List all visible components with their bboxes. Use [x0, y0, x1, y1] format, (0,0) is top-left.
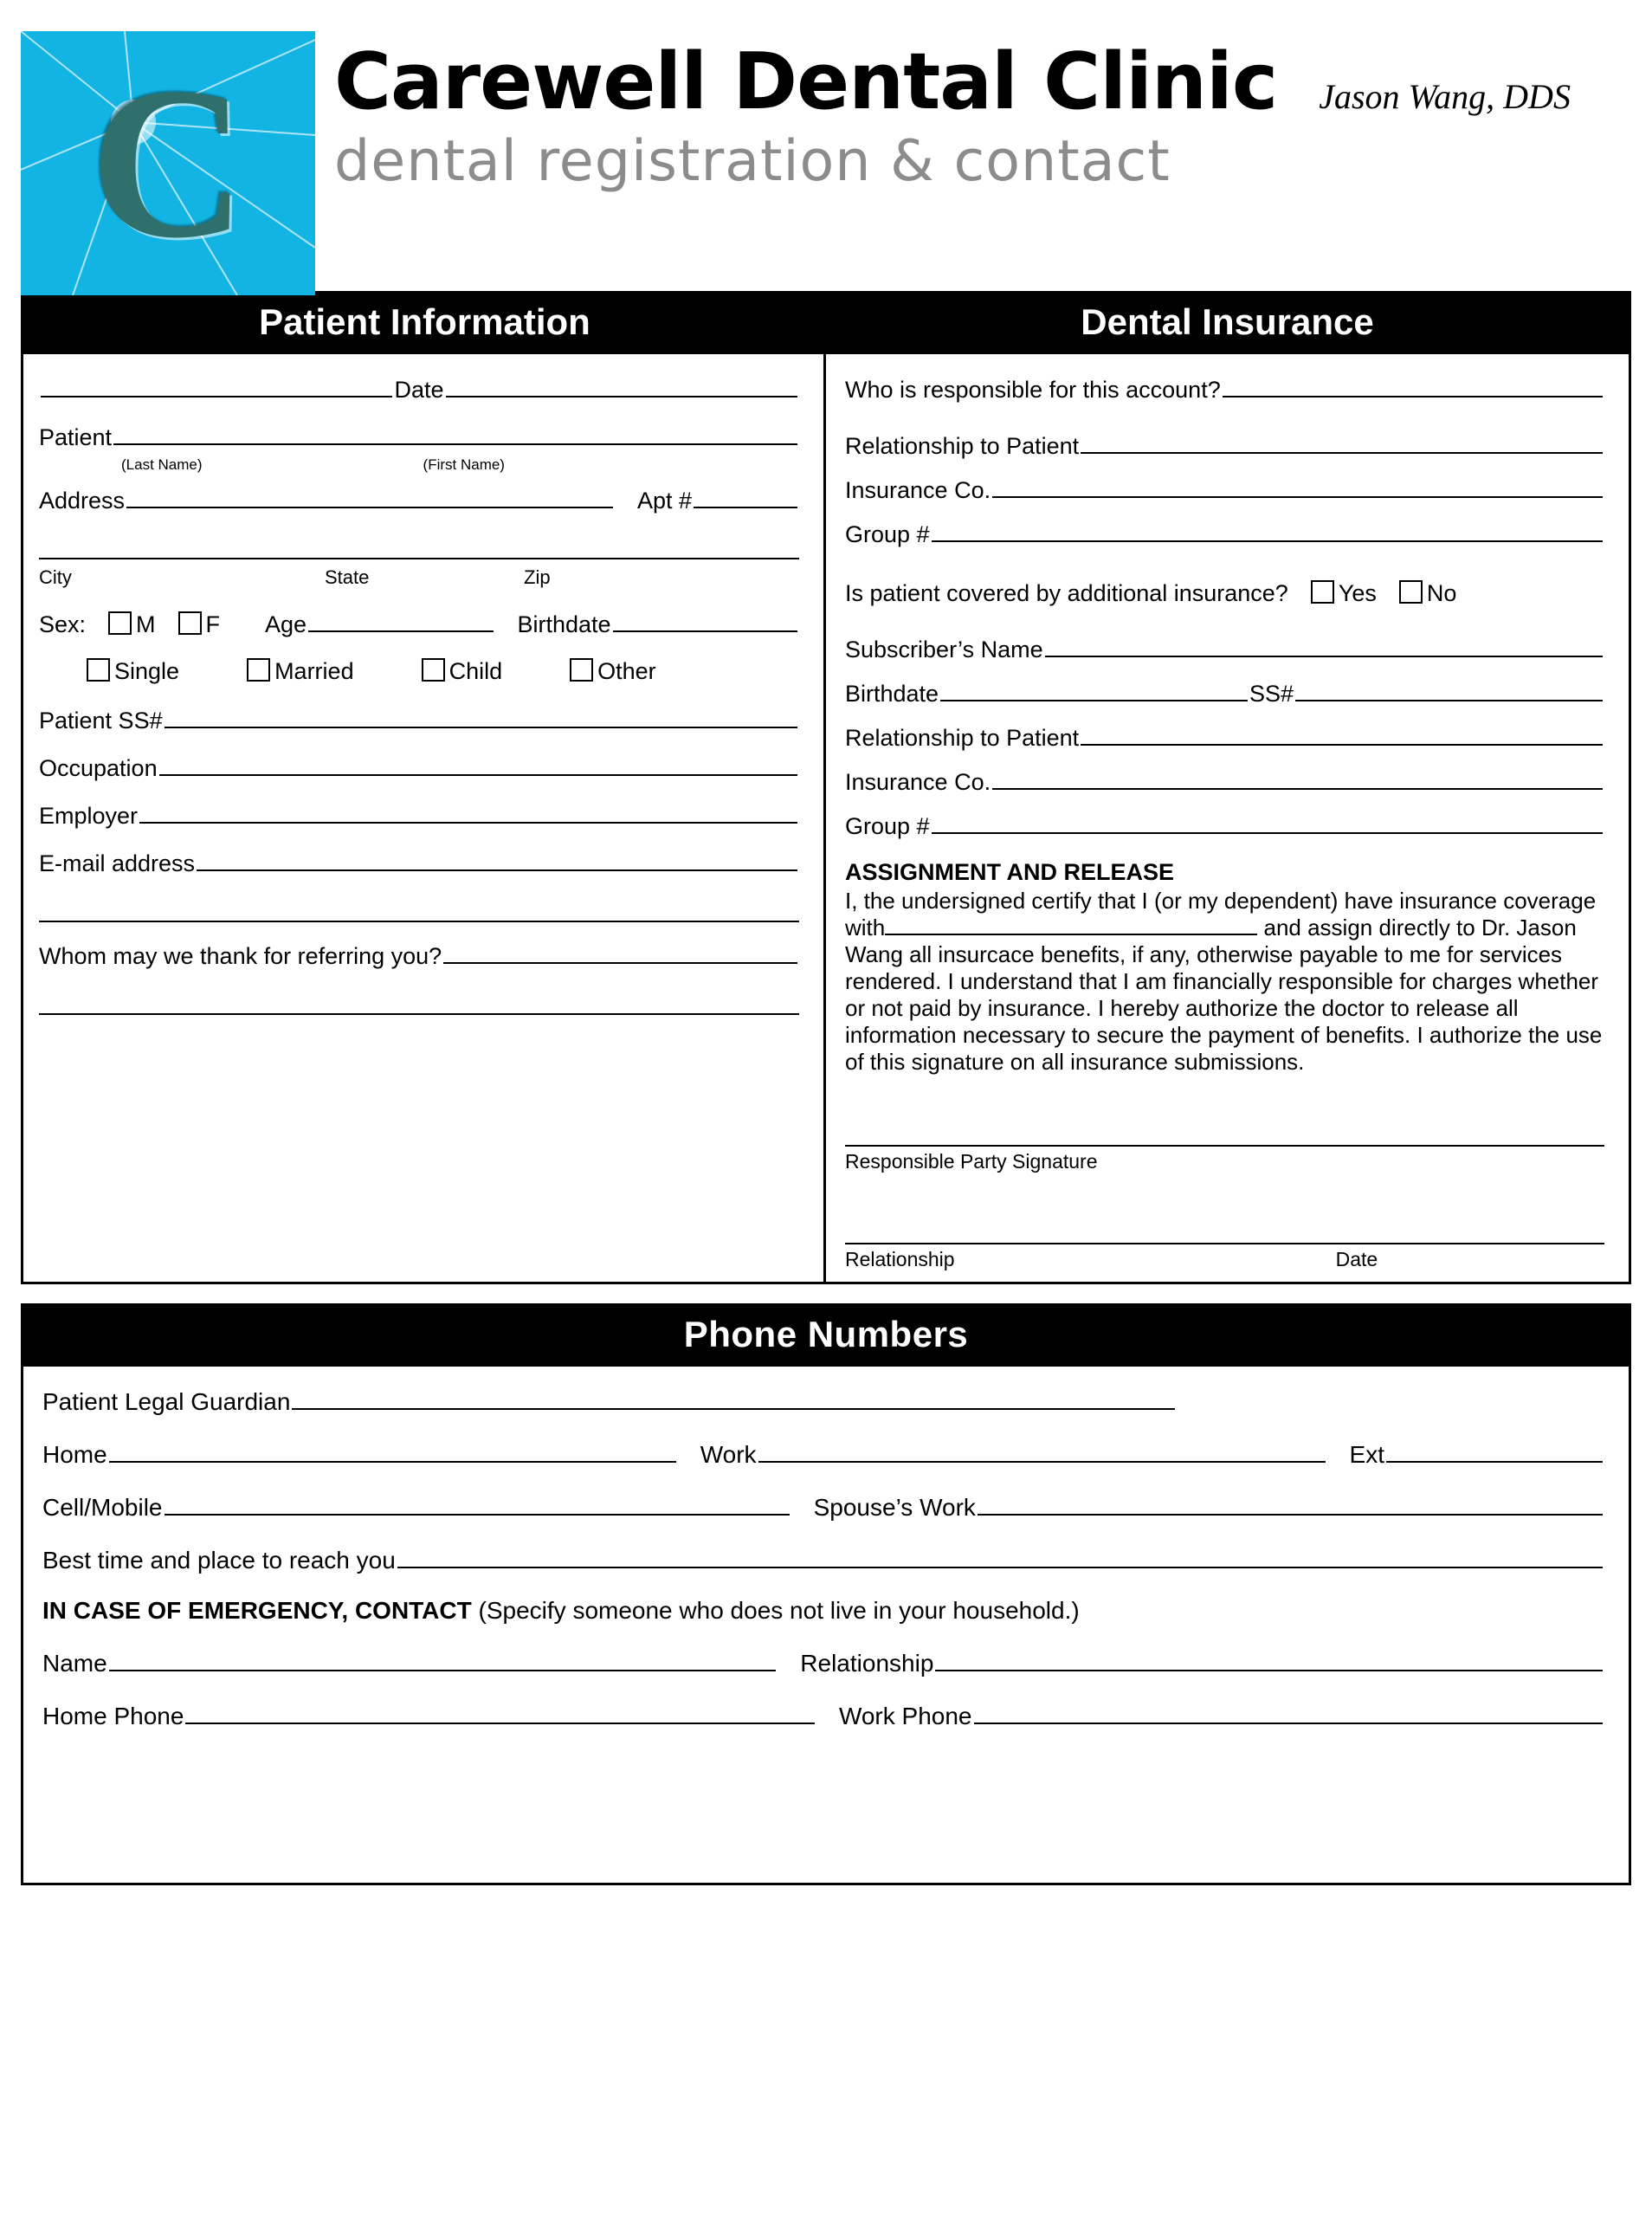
- checkbox-icon: [570, 658, 593, 682]
- email-overflow-input[interactable]: [39, 895, 799, 922]
- emergency-bold-label: IN CASE OF EMERGENCY, CONTACT: [42, 1596, 472, 1624]
- group-input-1[interactable]: [932, 518, 1603, 542]
- date-leader: [41, 373, 392, 398]
- marital-single-label: Single: [114, 658, 180, 684]
- relationship-input-2[interactable]: [1081, 721, 1603, 746]
- date-caption: Date: [1335, 1247, 1378, 1270]
- assignment-title: ASSIGNMENT AND RELEASE: [845, 859, 1175, 885]
- dental-insurance-column: [826, 354, 1629, 1282]
- referral-overflow-input[interactable]: [39, 987, 799, 1015]
- address-row: [39, 484, 799, 514]
- relationship-label-1: Relationship to Patient: [845, 433, 1080, 459]
- responsible-input[interactable]: [1223, 373, 1603, 398]
- age-input[interactable]: [308, 608, 493, 632]
- phone-numbers-section: [21, 1303, 1631, 1885]
- cell-spouse-row: [42, 1491, 1604, 1522]
- additional-insurance-label: Is patient covered by additional insurance?: [845, 580, 1288, 606]
- best-time-input[interactable]: [397, 1544, 1603, 1568]
- relationship-row-2: [845, 721, 1604, 752]
- additional-no-checkbox[interactable]: [1399, 578, 1457, 607]
- checkbox-icon: [247, 658, 270, 682]
- city-state-zip-labels: [39, 566, 799, 589]
- email-row: [39, 847, 799, 877]
- home-work-ext-row: [42, 1438, 1604, 1469]
- phone-numbers-body: [23, 1367, 1629, 1883]
- subscriber-name-input[interactable]: [1045, 633, 1603, 657]
- patient-ssn-row: [39, 704, 799, 734]
- emergency-relationship-label: Relationship: [800, 1649, 934, 1677]
- dental-insurance-band: Dental Insurance: [826, 294, 1629, 354]
- assignment-text-2: and assign directly to Dr. Jason Wang all insurcace benefits, if any, otherwise payable to me for services rendered. I understand that I am financially responsible for charges whether or not paid by insurance. I hereby authorize the doctor to release all information necessary to secure the payment of benefits. I authorize the use of this signature on all insurance submissions.: [845, 914, 1603, 1075]
- cell-label: Cell/Mobile: [42, 1493, 163, 1521]
- marital-single-checkbox[interactable]: [87, 656, 179, 685]
- insurance-co-input-2[interactable]: [992, 766, 1603, 790]
- employer-label: Employer: [39, 803, 139, 829]
- group-row-2: [845, 810, 1604, 840]
- marital-status-row: [39, 656, 799, 685]
- emergency-notice: [42, 1597, 1604, 1625]
- insurance-coverage-input[interactable]: [885, 915, 1257, 935]
- employer-row: [39, 799, 799, 830]
- emergency-work-phone-input[interactable]: [974, 1700, 1604, 1724]
- marital-other-checkbox[interactable]: [570, 656, 656, 685]
- additional-insurance-row: [845, 578, 1604, 607]
- marital-married-label: Married: [274, 658, 354, 684]
- group-label-1: Group #: [845, 521, 930, 547]
- spouse-work-label: Spouse’s Work: [813, 1493, 976, 1521]
- city-label: City: [39, 566, 72, 588]
- subscriber-birthdate-label: Birthdate: [845, 681, 939, 707]
- apt-label: Apt #: [636, 488, 692, 514]
- address-label: Address: [39, 488, 126, 514]
- marital-child-checkbox[interactable]: [422, 656, 503, 685]
- checkbox-icon: [87, 658, 110, 682]
- bottom-spacer: [42, 1753, 1604, 1831]
- emergency-name-input[interactable]: [109, 1647, 777, 1671]
- patient-name-row: [39, 421, 799, 451]
- relationship-caption: Relationship: [845, 1247, 955, 1270]
- guardian-input[interactable]: [292, 1386, 1175, 1410]
- employer-input[interactable]: [139, 799, 797, 824]
- referral-input[interactable]: [443, 940, 797, 964]
- occupation-label: Occupation: [39, 755, 158, 781]
- responsible-label: Who is responsible for this account?: [845, 377, 1221, 403]
- clinic-title: Carewell Dental Clinic: [334, 36, 1278, 127]
- sex-female-checkbox[interactable]: [178, 609, 221, 638]
- additional-yes-checkbox[interactable]: [1311, 578, 1377, 607]
- subscriber-birthdate-input[interactable]: [940, 677, 1248, 701]
- state-label: State: [325, 566, 370, 588]
- best-time-label: Best time and place to reach you: [42, 1546, 396, 1574]
- patient-ssn-label: Patient SS#: [39, 708, 163, 734]
- ext-label: Ext: [1349, 1440, 1384, 1468]
- clinic-logo: [21, 31, 315, 295]
- sex-label: Sex:: [39, 611, 87, 637]
- first-name-sublabel: (First Name): [423, 456, 505, 473]
- patient-information-band: Patient Information: [23, 294, 826, 354]
- emergency-home-phone-label: Home Phone: [42, 1702, 184, 1729]
- emergency-work-phone-label: Work Phone: [838, 1702, 972, 1729]
- checkbox-icon: [1311, 580, 1334, 604]
- work-label: Work: [700, 1440, 757, 1468]
- group-label-2: Group #: [845, 813, 930, 839]
- checkbox-icon: [1399, 580, 1423, 604]
- email-label: E-mail address: [39, 850, 196, 876]
- group-row-1: [845, 518, 1604, 548]
- insurance-co-label-2: Insurance Co.: [845, 769, 991, 795]
- logo-letter: C: [89, 42, 247, 283]
- occupation-row: [39, 752, 799, 782]
- subscriber-ssn-input[interactable]: [1295, 677, 1603, 701]
- work-input[interactable]: [758, 1438, 1326, 1463]
- top-section: [21, 291, 1631, 1284]
- additional-no-label: No: [1426, 580, 1457, 606]
- insurance-co-row-2: [845, 766, 1604, 796]
- sex-female-label: F: [205, 611, 221, 637]
- cell-input[interactable]: [165, 1491, 790, 1516]
- referral-row: [39, 940, 799, 970]
- emergency-phones-row: [42, 1700, 1604, 1730]
- birthdate-input[interactable]: [613, 608, 797, 632]
- responsible-party-signature-input[interactable]: [845, 1095, 1604, 1147]
- name-sublabels: [39, 456, 799, 474]
- checkbox-icon: [422, 658, 445, 682]
- assignment-text-1: I, the undersigned certify that I (or my dependent) have insurance coverage with: [845, 888, 1597, 940]
- guardian-label: Patient Legal Guardian: [42, 1387, 291, 1415]
- checkbox-icon: [178, 611, 202, 635]
- address-input[interactable]: [126, 484, 613, 508]
- date-input[interactable]: [446, 373, 797, 398]
- zip-label: Zip: [524, 566, 551, 588]
- phone-numbers-band: Phone Numbers: [23, 1306, 1629, 1367]
- patient-name-input[interactable]: [113, 421, 797, 445]
- patient-ssn-input[interactable]: [165, 704, 797, 728]
- emergency-rest-label: (Specify someone who does not live in your household.): [471, 1596, 1080, 1624]
- sex-male-checkbox[interactable]: [108, 609, 156, 638]
- responsible-row: [845, 373, 1604, 404]
- patient-information-column: [23, 354, 826, 1282]
- assignment-paragraph: [845, 888, 1604, 1076]
- best-time-row: [42, 1544, 1604, 1574]
- marital-child-label: Child: [448, 658, 503, 684]
- home-input[interactable]: [109, 1438, 676, 1463]
- insurance-co-row-1: [845, 474, 1604, 504]
- section-bands: [23, 294, 1629, 354]
- spouse-work-input[interactable]: [978, 1491, 1603, 1516]
- doctor-name: Jason Wang, DDS: [1319, 77, 1571, 116]
- date-row: [39, 373, 799, 404]
- guardian-row: [42, 1386, 1604, 1416]
- form-subtitle: dental registration & contact: [334, 128, 1171, 194]
- insurance-co-input-1[interactable]: [992, 474, 1603, 498]
- insurance-co-label-1: Insurance Co.: [845, 477, 991, 503]
- marital-other-label: Other: [597, 658, 656, 684]
- subscriber-birthdate-row: [845, 677, 1604, 708]
- subscriber-ssn-label: SS#: [1249, 681, 1294, 707]
- email-input[interactable]: [197, 847, 797, 871]
- subscriber-name-label: Subscriber’s Name: [845, 637, 1043, 663]
- relationship-date-captions: [845, 1244, 1604, 1271]
- age-label: Age: [265, 611, 307, 637]
- page-header: [0, 0, 1652, 286]
- referral-label: Whom may we thank for referring you?: [39, 943, 442, 969]
- relationship-input-1[interactable]: [1081, 430, 1603, 454]
- signature-caption: Responsible Party Signature: [845, 1149, 1098, 1173]
- home-label: Home: [42, 1440, 107, 1468]
- birthdate-label: Birthdate: [517, 611, 611, 637]
- emergency-relationship-input[interactable]: [935, 1647, 1603, 1671]
- sex-male-label: M: [136, 611, 156, 637]
- emergency-home-phone-input[interactable]: [185, 1700, 815, 1724]
- relationship-label-2: Relationship to Patient: [845, 725, 1080, 751]
- additional-yes-label: Yes: [1338, 580, 1377, 606]
- relationship-row-1: [845, 430, 1604, 460]
- marital-married-checkbox[interactable]: [247, 656, 354, 685]
- sex-age-birthdate-row: [39, 608, 799, 638]
- city-state-zip-input[interactable]: [39, 532, 799, 559]
- ext-input[interactable]: [1386, 1438, 1603, 1463]
- subscriber-name-row: [845, 633, 1604, 663]
- last-name-sublabel: (Last Name): [121, 456, 203, 473]
- checkbox-icon: [108, 611, 132, 635]
- relationship-date-signature-input[interactable]: [845, 1193, 1604, 1244]
- apt-input[interactable]: [694, 484, 797, 508]
- emergency-name-label: Name: [42, 1649, 107, 1677]
- group-input-2[interactable]: [932, 810, 1603, 834]
- occupation-input[interactable]: [159, 752, 797, 776]
- patient-label: Patient: [39, 424, 113, 450]
- date-label: Date: [394, 377, 444, 403]
- emergency-name-row: [42, 1647, 1604, 1677]
- title-block: [315, 31, 1617, 194]
